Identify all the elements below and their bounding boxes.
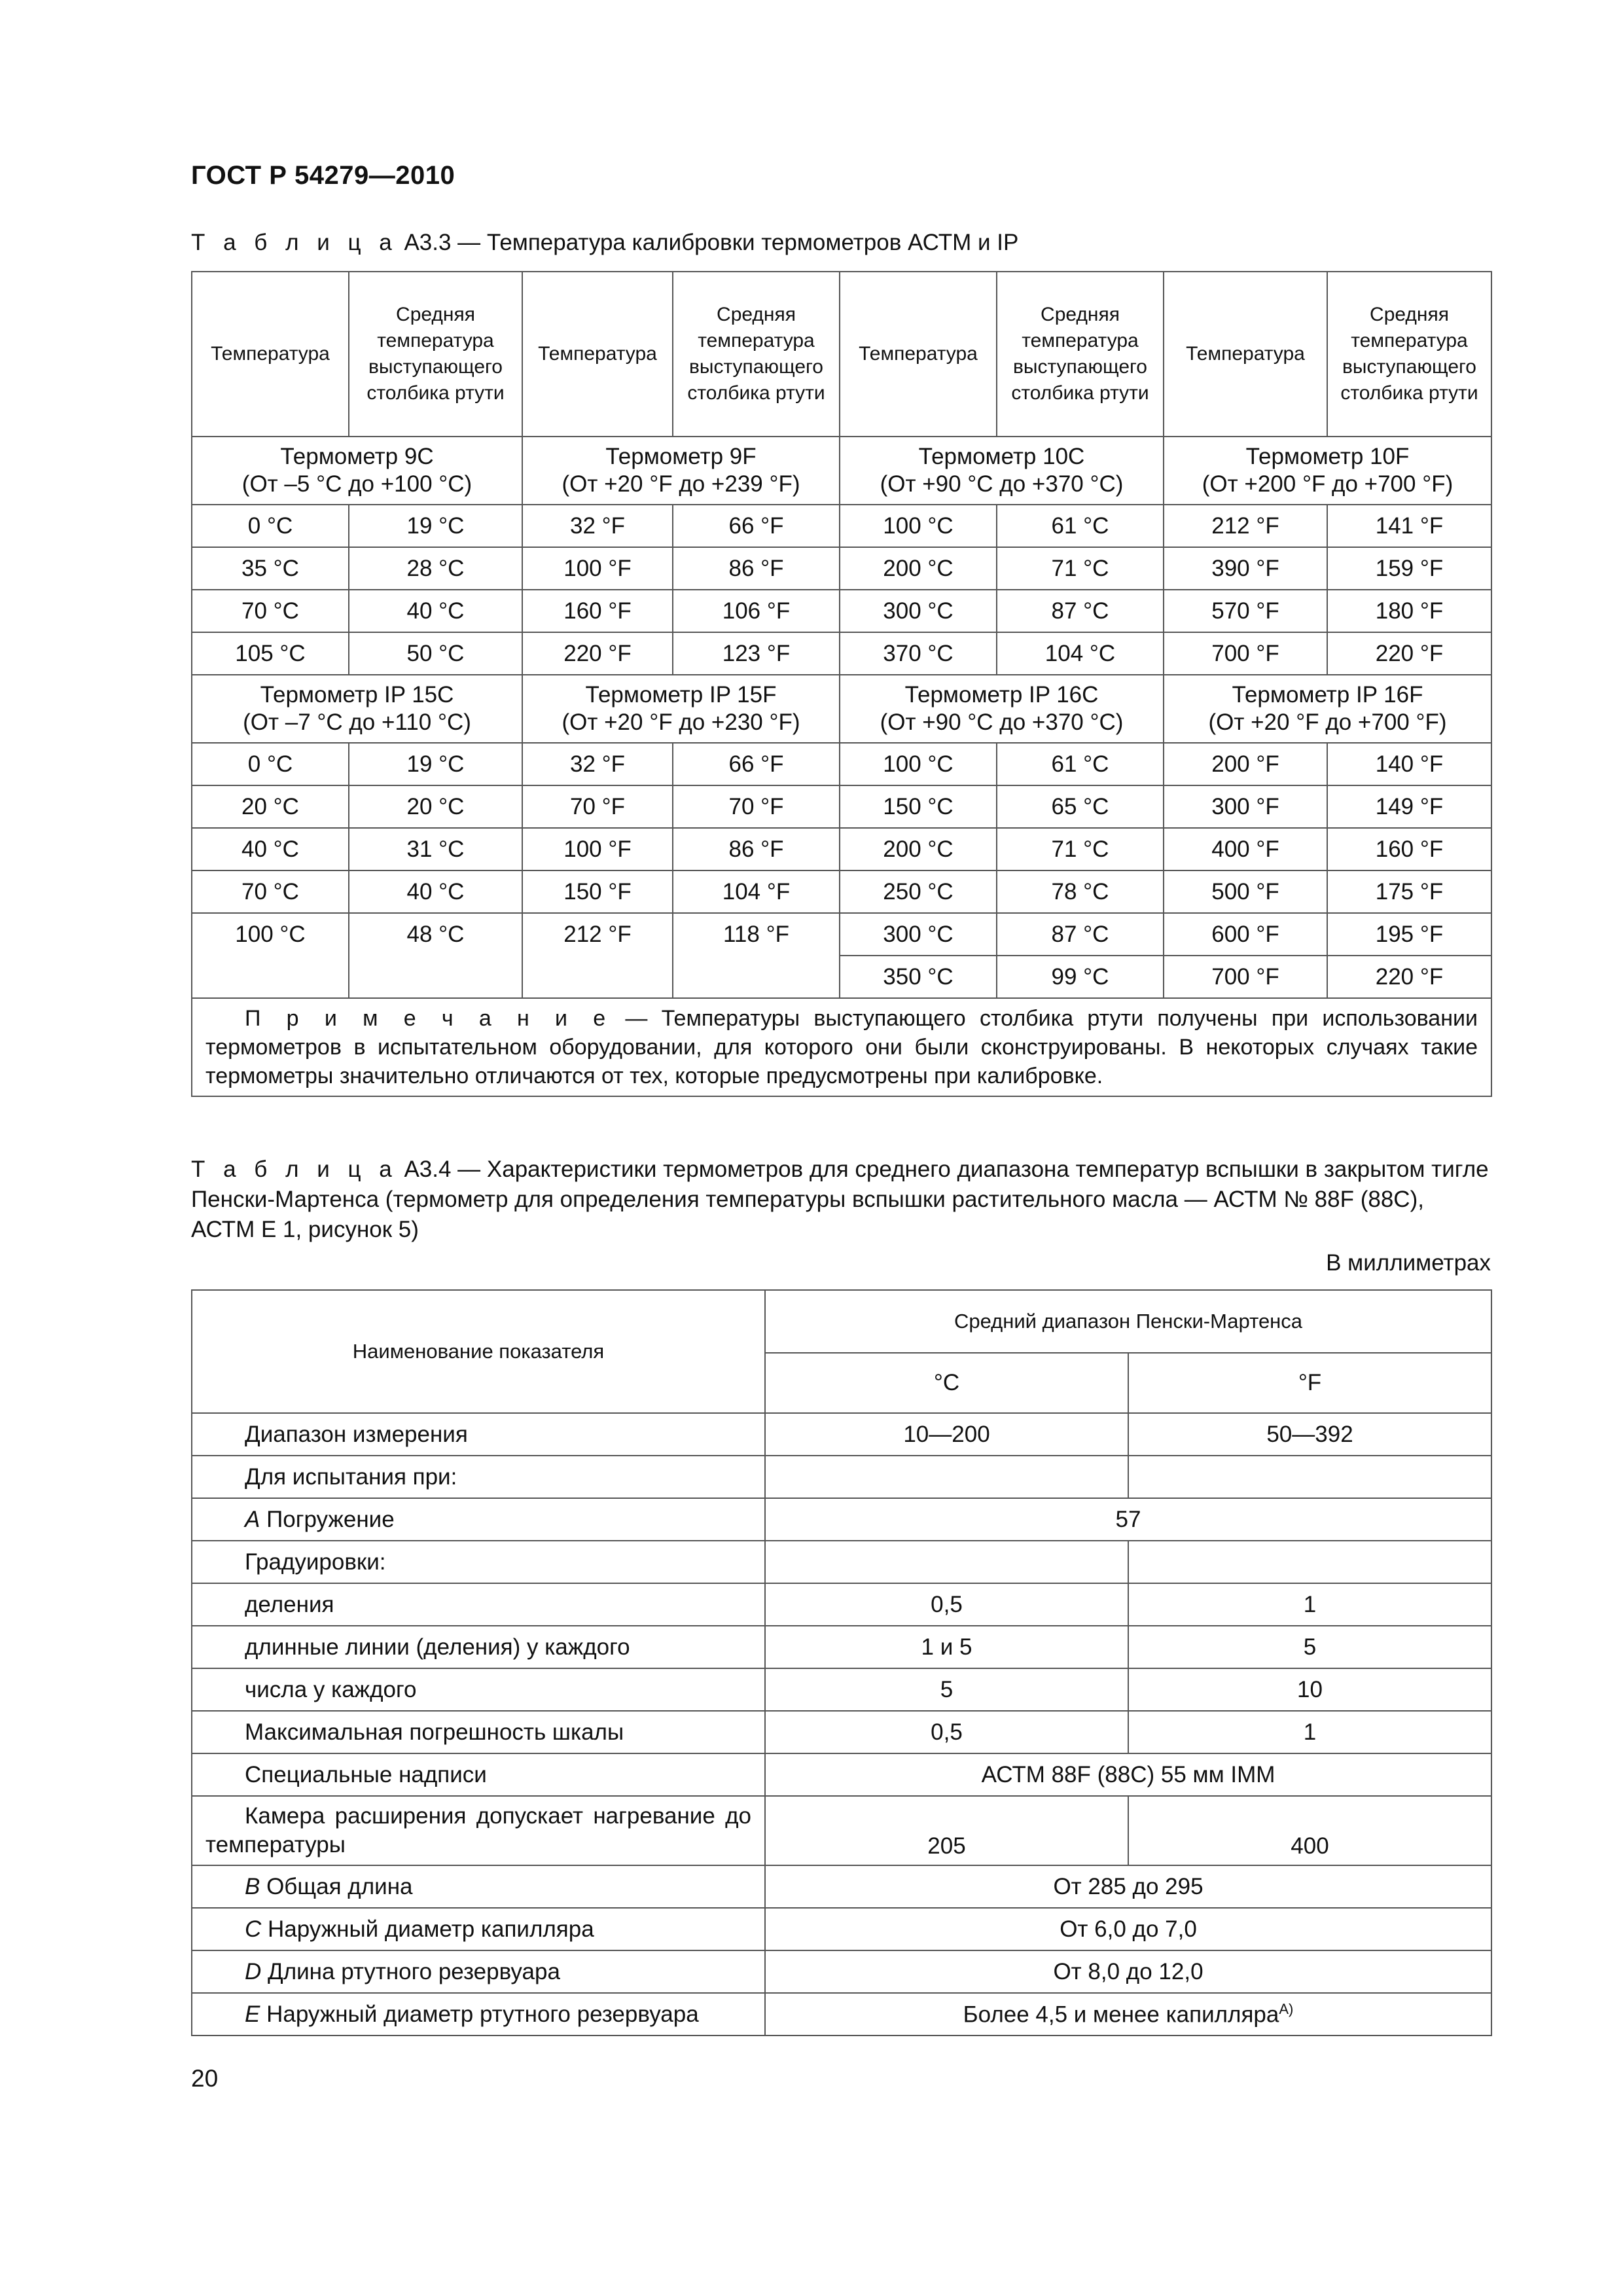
- value-merged: От 285 до 295: [765, 1865, 1491, 1908]
- mean-temperature-cell: 19 °С: [349, 743, 522, 785]
- thermometer-name: Термометр 10F: [1245, 444, 1410, 469]
- dimension-letter: А: [245, 1506, 260, 1532]
- temperature-cell: 400 °F: [1164, 828, 1327, 870]
- temperature-cell: 100 °С: [840, 743, 997, 785]
- thermometer-name: Термометр 10С: [918, 444, 1085, 469]
- thermometer-name: Термометр IP 16С: [904, 682, 1099, 708]
- col-header-temperature: Температура: [840, 272, 997, 437]
- mean-temperature-cell: 71 °С: [997, 547, 1164, 590]
- table-row: [192, 913, 1491, 956]
- temperature-cell: 100 °С: [840, 505, 997, 547]
- table-row: [192, 1908, 1491, 1950]
- mean-temperature-cell: 40 °С: [349, 870, 522, 913]
- mean-temperature-cell: 66 °F: [673, 505, 840, 547]
- temperature-cell: 32 °F: [522, 505, 673, 547]
- mean-temperature-cell: 20 °С: [349, 785, 522, 828]
- temperature-cell: 160 °F: [522, 590, 673, 632]
- param-label: [192, 1908, 765, 1950]
- thermometer-range: (От +200 °F до +700 °F): [1202, 471, 1454, 497]
- mean-temperature-cell: 78 °С: [997, 870, 1164, 913]
- temperature-cell: 150 °С: [840, 785, 997, 828]
- thermometer-heading: [192, 437, 522, 505]
- param-label: Градуировки:: [192, 1541, 765, 1583]
- param-text: Наружный диаметр капилляра: [261, 1916, 594, 1942]
- table-row: [192, 547, 1491, 590]
- table-row: [192, 1456, 1491, 1498]
- mean-temperature-cell: 195 °F: [1327, 913, 1491, 956]
- param-text: Наружный диаметр ртутного резервуара: [260, 2001, 699, 2027]
- note-text: — Температуры выступающего столбика ртути получены при использовании термометров в испытательном оборудовании, для которого они были сконструированы. В некоторых случаях такие термометры значительно отличаются от тех, которые предусмотрены при калибровке.: [205, 1006, 1478, 1088]
- mean-temperature-cell: 87 °С: [997, 913, 1164, 956]
- mean-temperature-cell: 175 °F: [1327, 870, 1491, 913]
- mean-temperature-cell: 180 °F: [1327, 590, 1491, 632]
- temperature-cell: 700 °F: [1164, 956, 1327, 998]
- mean-temperature-cell: [349, 956, 522, 998]
- value-merged: От 6,0 до 7,0: [765, 1908, 1491, 1950]
- mean-temperature-cell: 220 °F: [1327, 956, 1491, 998]
- temperature-cell: 300 °С: [840, 590, 997, 632]
- empty-cell: [765, 1541, 1128, 1583]
- temperature-cell: 70 °F: [522, 785, 673, 828]
- value-fahrenheit: 10: [1128, 1668, 1491, 1711]
- mean-temperature-cell: 86 °F: [673, 828, 840, 870]
- units-note: В миллиметрах: [1326, 1250, 1491, 1276]
- empty-cell: [1128, 1456, 1491, 1498]
- temperature-cell: 35 °С: [192, 547, 349, 590]
- mean-temperature-cell: 65 °С: [997, 785, 1164, 828]
- param-label: [192, 1950, 765, 1993]
- col-header-mean-temperature: Средняя температура выступающего столбика ртути: [997, 272, 1164, 437]
- temperature-cell: 70 °С: [192, 590, 349, 632]
- table-row: [192, 785, 1491, 828]
- value-celsius: 1 и 5: [765, 1626, 1128, 1668]
- col-header-temperature: Температура: [522, 272, 673, 437]
- param-text: Длина ртутного резервуара: [261, 1958, 560, 1984]
- table-row: [192, 828, 1491, 870]
- table-row: [192, 1668, 1491, 1711]
- thermometer-group-row: [192, 675, 1491, 743]
- thermometer-name: Термометр IP 15F: [585, 682, 777, 708]
- thermometer-group-row: [192, 437, 1491, 505]
- table-header-row: [192, 1290, 1491, 1353]
- value-merged: [765, 1993, 1491, 2036]
- mean-temperature-cell: 19 °С: [349, 505, 522, 547]
- table-row: [192, 632, 1491, 675]
- value-merged: АСТМ 88F (88C) 55 мм IMM: [765, 1753, 1491, 1796]
- thermometer-heading: [522, 437, 840, 505]
- caption-line: Пенски-Мартенса (термометр для определения температуры вспышки растительного масла — АСТМ № 88F (88C),: [191, 1187, 1424, 1212]
- temperature-cell: 0 °С: [192, 505, 349, 547]
- thermometer-heading: [192, 675, 522, 743]
- table-a34-caption: [191, 1155, 1489, 1245]
- mean-temperature-cell: 140 °F: [1327, 743, 1491, 785]
- value-merged: От 8,0 до 12,0: [765, 1950, 1491, 1993]
- temperature-cell: 70 °С: [192, 870, 349, 913]
- temperature-cell: 200 °F: [1164, 743, 1327, 785]
- param-text: Погружение: [260, 1506, 395, 1532]
- mean-temperature-cell: [673, 956, 840, 998]
- param-label: Для испытания при:: [192, 1456, 765, 1498]
- table-row: [192, 1498, 1491, 1541]
- dimension-letter: В: [245, 1873, 260, 1899]
- table-row: [192, 1753, 1491, 1796]
- table-row: [192, 505, 1491, 547]
- table-row: [192, 590, 1491, 632]
- col-header-temperature: Температура: [1164, 272, 1327, 437]
- table-title: А3.4 — Характеристики термометров для среднего диапазона температур вспышки в закрытом тигле: [397, 1157, 1489, 1182]
- table-label: Т а б л и ц а: [191, 1157, 398, 1182]
- temperature-cell: 32 °F: [522, 743, 673, 785]
- param-label: Диапазон измерения: [192, 1413, 765, 1456]
- mean-temperature-cell: 86 °F: [673, 547, 840, 590]
- value-fahrenheit: 1: [1128, 1711, 1491, 1753]
- mean-temperature-cell: 106 °F: [673, 590, 840, 632]
- table-title: А3.3 — Температура калибровки термометров АСТМ и IP: [397, 230, 1019, 255]
- value-celsius: 205: [765, 1796, 1128, 1865]
- table-header-row: [192, 272, 1491, 437]
- temperature-cell: 700 °F: [1164, 632, 1327, 675]
- temperature-cell: 570 °F: [1164, 590, 1327, 632]
- param-text: Общая длина: [260, 1873, 413, 1899]
- temperature-cell: 212 °F: [1164, 505, 1327, 547]
- table-row: [192, 1626, 1491, 1668]
- mean-temperature-cell: 61 °С: [997, 505, 1164, 547]
- dimension-letter: С: [245, 1916, 262, 1942]
- param-label: [192, 1796, 765, 1865]
- caption-line: [191, 1155, 1489, 1185]
- temperature-cell: 200 °С: [840, 828, 997, 870]
- thermometer-heading: [522, 675, 840, 743]
- temperature-cell: 250 °С: [840, 870, 997, 913]
- thermometer-name: Термометр IP 15С: [260, 682, 454, 708]
- col-header-temperature: Температура: [192, 272, 349, 437]
- value-fahrenheit: 5: [1128, 1626, 1491, 1668]
- param-label: [192, 1865, 765, 1908]
- mean-temperature-cell: 160 °F: [1327, 828, 1491, 870]
- param-text: Камера расширения допускает нагревание до температуры: [205, 1803, 751, 1857]
- thermometer-heading: [840, 675, 1164, 743]
- table-row: [192, 870, 1491, 913]
- page-number: 20: [191, 2065, 219, 2092]
- mean-temperature-cell: 118 °F: [673, 913, 840, 956]
- mean-temperature-cell: 123 °F: [673, 632, 840, 675]
- dimension-letter: Е: [245, 2001, 260, 2027]
- thermometer-heading: [840, 437, 1164, 505]
- temperature-cell: 300 °С: [840, 913, 997, 956]
- value-fahrenheit: 50—392: [1128, 1413, 1491, 1456]
- mean-temperature-cell: 66 °F: [673, 743, 840, 785]
- thermometer-range: (От +90 °С до +370 °С): [880, 471, 1124, 497]
- value-fahrenheit: 1: [1128, 1583, 1491, 1626]
- calibration-table: [191, 271, 1492, 1097]
- mean-temperature-cell: 99 °С: [997, 956, 1164, 998]
- mean-temperature-cell: 141 °F: [1327, 505, 1491, 547]
- note-row: [192, 998, 1491, 1096]
- mean-temperature-cell: 149 °F: [1327, 785, 1491, 828]
- temperature-cell: [522, 956, 673, 998]
- mean-temperature-cell: 28 °С: [349, 547, 522, 590]
- document-code: ГОСТ Р 54279—2010: [191, 161, 455, 190]
- temperature-cell: 370 °С: [840, 632, 997, 675]
- temperature-cell: [192, 956, 349, 998]
- table-row: [192, 743, 1491, 785]
- thermometer-name: Термометр 9F: [605, 444, 757, 469]
- caption-line: АСТМ Е 1, рисунок 5): [191, 1217, 419, 1242]
- temperature-cell: 500 °F: [1164, 870, 1327, 913]
- table-row: [192, 1993, 1491, 2036]
- temperature-cell: 0 °С: [192, 743, 349, 785]
- temperature-cell: 300 °F: [1164, 785, 1327, 828]
- col-header-celsius: °С: [765, 1353, 1128, 1413]
- value-celsius: 10—200: [765, 1413, 1128, 1456]
- temperature-cell: 100 °С: [192, 913, 349, 956]
- value-celsius: 0,5: [765, 1583, 1128, 1626]
- thermometer-range: (От –5 °С до +100 °С): [241, 471, 473, 497]
- col-header-fahrenheit: °F: [1128, 1353, 1491, 1413]
- mean-temperature-cell: 71 °С: [997, 828, 1164, 870]
- param-label: Максимальная погрешность шкалы: [192, 1711, 765, 1753]
- empty-cell: [765, 1456, 1128, 1498]
- temperature-cell: 105 °С: [192, 632, 349, 675]
- footnote-marker: А): [1279, 2000, 1294, 2017]
- temperature-cell: 350 °С: [840, 956, 997, 998]
- param-label: деления: [192, 1583, 765, 1626]
- table-row: [192, 956, 1491, 998]
- mean-temperature-cell: 159 °F: [1327, 547, 1491, 590]
- thermometer-heading: [1164, 437, 1491, 505]
- mean-temperature-cell: 61 °С: [997, 743, 1164, 785]
- value-text: Более 4,5 и менее капилляра: [963, 2001, 1279, 2028]
- mean-temperature-cell: 87 °С: [997, 590, 1164, 632]
- mean-temperature-cell: 40 °С: [349, 590, 522, 632]
- thermometer-range: (От –7 °С до +110 °С): [243, 709, 471, 735]
- mean-temperature-cell: 50 °С: [349, 632, 522, 675]
- temperature-cell: 40 °С: [192, 828, 349, 870]
- note-label: П р и м е ч а н и е: [245, 1006, 612, 1031]
- thermometer-range: (От +90 °С до +370 °С): [880, 709, 1124, 735]
- thermometer-range: (От +20 °F до +700 °F): [1208, 709, 1447, 735]
- thermometer-name: Термометр IP 16F: [1232, 682, 1423, 708]
- table-a33-caption: [191, 228, 1018, 258]
- mean-temperature-cell: 70 °F: [673, 785, 840, 828]
- thermometer-heading: [1164, 675, 1491, 743]
- temperature-cell: 600 °F: [1164, 913, 1327, 956]
- note-cell: [192, 998, 1491, 1096]
- mean-temperature-cell: 31 °С: [349, 828, 522, 870]
- param-label: числа у каждого: [192, 1668, 765, 1711]
- temperature-cell: 100 °F: [522, 547, 673, 590]
- empty-cell: [1128, 1541, 1491, 1583]
- temperature-cell: 390 °F: [1164, 547, 1327, 590]
- mean-temperature-cell: 104 °F: [673, 870, 840, 913]
- thermometer-name: Термометр 9С: [280, 444, 434, 469]
- thermometer-range: (От +20 °F до +230 °F): [562, 709, 800, 735]
- temperature-cell: 150 °F: [522, 870, 673, 913]
- col-header-mean-temperature: Средняя температура выступающего столбика ртути: [673, 272, 840, 437]
- temperature-cell: 212 °F: [522, 913, 673, 956]
- dimension-letter: D: [245, 1958, 262, 1984]
- table-row: [192, 1583, 1491, 1626]
- value-merged: 57: [765, 1498, 1491, 1541]
- table-label: Т а б л и ц а: [191, 230, 398, 255]
- table-row: [192, 1950, 1491, 1993]
- thermometer-specs-table: [191, 1289, 1492, 2036]
- value-fahrenheit: 400: [1128, 1796, 1491, 1865]
- mean-temperature-cell: 104 °С: [997, 632, 1164, 675]
- param-label: [192, 1498, 765, 1541]
- col-header-parameter: Наименование показателя: [192, 1290, 765, 1413]
- temperature-cell: 20 °С: [192, 785, 349, 828]
- table-row: [192, 1413, 1491, 1456]
- temperature-cell: 220 °F: [522, 632, 673, 675]
- table-row: [192, 1711, 1491, 1753]
- temperature-cell: 100 °F: [522, 828, 673, 870]
- table-row: [192, 1865, 1491, 1908]
- value-celsius: 0,5: [765, 1711, 1128, 1753]
- param-label: [192, 1993, 765, 2036]
- table-row: [192, 1796, 1491, 1865]
- table-row: [192, 1541, 1491, 1583]
- col-header-range: Средний диапазон Пенски-Мартенса: [765, 1290, 1491, 1353]
- mean-temperature-cell: 48 °С: [349, 913, 522, 956]
- param-label: длинные линии (деления) у каждого: [192, 1626, 765, 1668]
- col-header-mean-temperature: Средняя температура выступающего столбика ртути: [349, 272, 522, 437]
- param-label: Специальные надписи: [192, 1753, 765, 1796]
- value-celsius: 5: [765, 1668, 1128, 1711]
- mean-temperature-cell: 220 °F: [1327, 632, 1491, 675]
- temperature-cell: 200 °С: [840, 547, 997, 590]
- col-header-mean-temperature: Средняя температура выступающего столбика ртути: [1327, 272, 1491, 437]
- thermometer-range: (От +20 °F до +239 °F): [562, 471, 800, 497]
